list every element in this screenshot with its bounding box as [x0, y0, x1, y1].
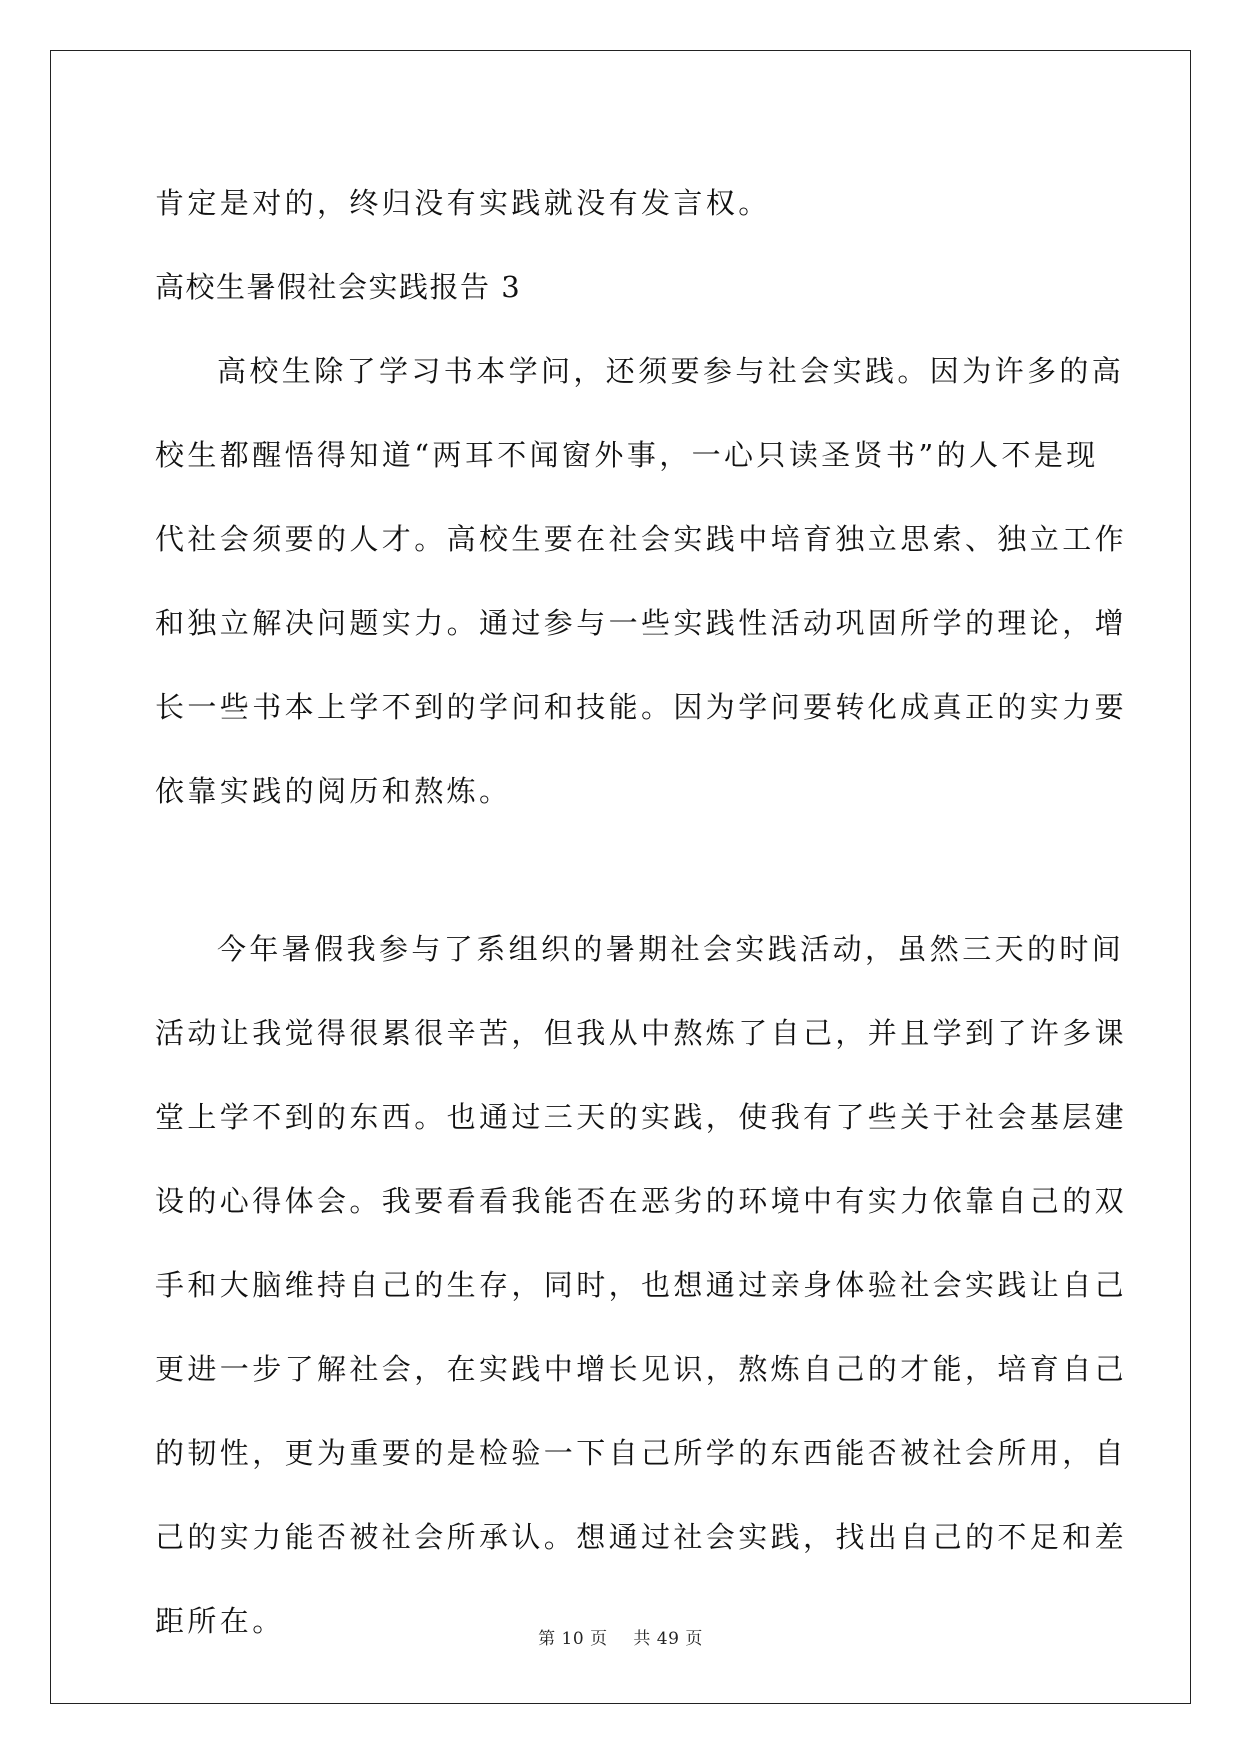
paragraph-line: 己的实力能否被社会所承认。想通过社会实践，找出自己的不足和差	[155, 1520, 1128, 1554]
paragraph-spacer	[155, 833, 1090, 907]
paragraph-line: 肯定是对的，终归没有实践就没有发言权。	[155, 186, 771, 220]
paragraph-line: 手和大脑维持自己的生存，同时，也想通过亲身体验社会实践让自己	[155, 1268, 1128, 1302]
paragraph-line: 设的心得体会。我要看看我能否在恶劣的环境中有实力依靠自己的双	[155, 1184, 1128, 1218]
page-footer	[0, 1624, 1241, 1649]
page-total: 共 49 页	[633, 1629, 703, 1649]
document-body	[155, 161, 1128, 1663]
paragraph-line: 活动让我觉得很累很辛苦，但我从中熬炼了自己，并且学到了许多课	[155, 1016, 1128, 1050]
paragraph-line: 长一些书本上学不到的学问和技能。因为学问要转化成真正的实力要	[155, 690, 1128, 724]
section-heading: 高校生暑假社会实践报告 3	[155, 270, 522, 304]
paragraph-line: 的韧性，更为重要的是检验一下自己所学的东西能否被社会所用，自	[155, 1436, 1128, 1470]
paragraph-line: 距所在。	[155, 1604, 285, 1638]
paragraph-line: 堂上学不到的东西。也通过三天的实践，使我有了些关于社会基层建	[155, 1100, 1128, 1134]
paragraph-line: 和独立解决问题实力。通过参与一些实践性活动巩固所学的理论，增	[155, 606, 1128, 640]
paragraph-line: 今年暑假我参与了系组织的暑期社会实践活动，虽然三天的时间	[217, 932, 1125, 966]
page-number: 第 10 页	[538, 1629, 608, 1649]
paragraph-line: 代社会须要的人才。高校生要在社会实践中培育独立思索、独立工作	[155, 522, 1128, 556]
paragraph-line: 高校生除了学习书本学问，还须要参与社会实践。因为许多的高	[217, 354, 1125, 388]
paragraph-line: 依靠实践的阅历和熬炼。	[155, 774, 512, 808]
paragraph-line: 更进一步了解社会，在实践中增长见识，熬炼自己的才能，培育自己	[155, 1352, 1128, 1386]
paragraph-line: 校生都醒悟得知道“两耳不闻窗外事，一心只读圣贤书”的人不是现	[155, 438, 1099, 472]
